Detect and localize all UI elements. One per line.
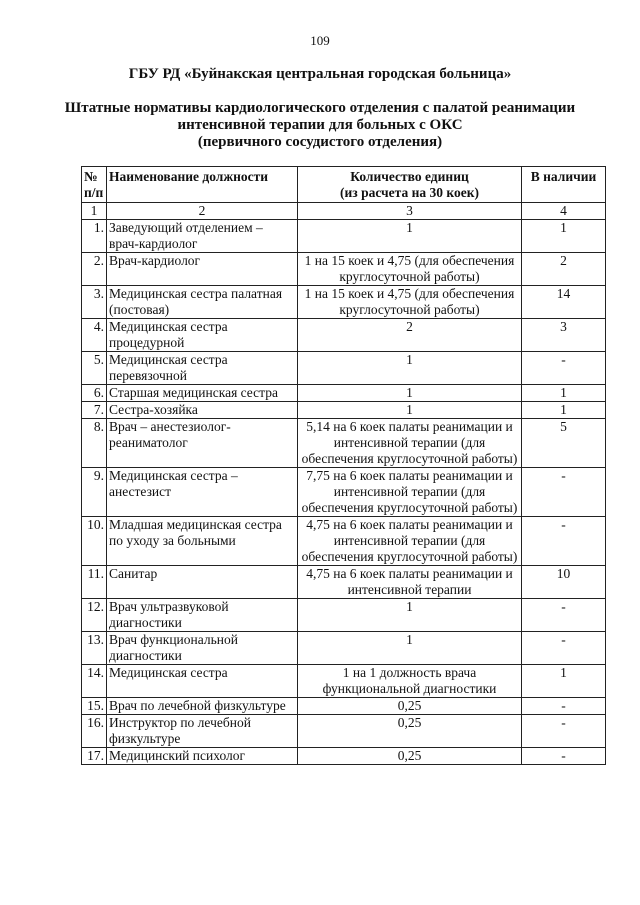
row-quantity: 4,75 на 6 коек палаты реанимации и интенсивной терапии (для обеспечения круглосуточной работы): [298, 517, 522, 566]
table-row: [82, 253, 606, 286]
organization-title: ГБУ РД «Буйнакская центральная городская больница»: [128, 66, 512, 82]
row-number: 16.: [82, 715, 107, 748]
row-quantity: 1: [298, 385, 522, 402]
column-index: 1: [82, 203, 107, 220]
column-index-row: [82, 203, 606, 220]
row-available: 5: [522, 419, 606, 468]
row-available: -: [522, 352, 606, 385]
table-row: [82, 385, 606, 402]
row-position-name: Старшая медицинская сестра: [107, 385, 298, 402]
table-row: [82, 566, 606, 599]
table-row: [82, 665, 606, 698]
header-available: В наличии: [522, 167, 606, 203]
staffing-table: [81, 166, 606, 765]
row-quantity: 5,14 на 6 коек палаты реанимации и интенсивной терапии (для обеспечения круглосуточной работы): [298, 419, 522, 468]
header-quantity: Количество единиц (из расчета на 30 коек): [298, 167, 522, 203]
table-row: [82, 402, 606, 419]
table-header-row: [82, 167, 606, 203]
row-available: 2: [522, 253, 606, 286]
table-row: [82, 286, 606, 319]
table-row: [82, 319, 606, 352]
document-title-line: (первичного сосудистого отделения): [197, 134, 443, 150]
column-index: 4: [522, 203, 606, 220]
row-position-name: Санитар: [107, 566, 298, 599]
row-available: -: [522, 517, 606, 566]
row-quantity: 2: [298, 319, 522, 352]
row-available: 1: [522, 402, 606, 419]
row-number: 12.: [82, 599, 107, 632]
row-position-name: Сестра-хозяйка: [107, 402, 298, 419]
row-available: 1: [522, 665, 606, 698]
row-quantity: 1: [298, 352, 522, 385]
table-row: [82, 352, 606, 385]
row-position-name: Медицинская сестра перевязочной: [107, 352, 298, 385]
row-position-name: Заведующий отделением – врач-кардиолог: [107, 220, 298, 253]
row-available: 1: [522, 220, 606, 253]
row-available: 10: [522, 566, 606, 599]
row-available: 1: [522, 385, 606, 402]
document-title-line: интенсивной терапии для больных с ОКС: [177, 117, 463, 133]
row-number: 11.: [82, 566, 107, 599]
row-quantity: 1: [298, 599, 522, 632]
table-row: [82, 599, 606, 632]
row-position-name: Врач – анестезиолог-реаниматолог: [107, 419, 298, 468]
row-number: 7.: [82, 402, 107, 419]
row-number: 5.: [82, 352, 107, 385]
row-position-name: Врач функциональной диагностики: [107, 632, 298, 665]
row-number: 2.: [82, 253, 107, 286]
row-quantity: 0,25: [298, 698, 522, 715]
row-quantity: 1 на 15 коек и 4,75 (для обеспечения круглосуточной работы): [298, 286, 522, 319]
row-quantity: 1: [298, 632, 522, 665]
row-number: 4.: [82, 319, 107, 352]
row-available: -: [522, 632, 606, 665]
row-available: -: [522, 715, 606, 748]
row-quantity: 1 на 1 должность врача функциональной диагностики: [298, 665, 522, 698]
row-position-name: Младшая медицинская сестра по уходу за больными: [107, 517, 298, 566]
table-row: [82, 715, 606, 748]
header-position: Наименование должности: [107, 167, 298, 203]
row-number: 17.: [82, 748, 107, 765]
table-row: [82, 632, 606, 665]
row-quantity: 1: [298, 402, 522, 419]
row-quantity: 1: [298, 220, 522, 253]
row-position-name: Медицинская сестра: [107, 665, 298, 698]
row-quantity: 7,75 на 6 коек палаты реанимации и интенсивной терапии (для обеспечения круглосуточной работы): [298, 468, 522, 517]
row-number: 10.: [82, 517, 107, 566]
row-number: 14.: [82, 665, 107, 698]
row-quantity: 0,25: [298, 715, 522, 748]
row-number: 15.: [82, 698, 107, 715]
table-row: [82, 517, 606, 566]
table-row: [82, 468, 606, 517]
row-number: 1.: [82, 220, 107, 253]
row-available: 14: [522, 286, 606, 319]
row-available: -: [522, 599, 606, 632]
table-row: [82, 220, 606, 253]
row-number: 6.: [82, 385, 107, 402]
row-quantity: 4,75 на 6 коек палаты реанимации и интенсивной терапии: [298, 566, 522, 599]
row-position-name: Медицинская сестра процедурной: [107, 319, 298, 352]
row-available: -: [522, 748, 606, 765]
row-quantity: 1 на 15 коек и 4,75 (для обеспечения круглосуточной работы): [298, 253, 522, 286]
row-number: 8.: [82, 419, 107, 468]
row-position-name: Медицинская сестра – анестезист: [107, 468, 298, 517]
row-available: -: [522, 698, 606, 715]
row-position-name: Медицинская сестра палатная (постовая): [107, 286, 298, 319]
document-title-line: Штатные нормативы кардиологического отделения с палатой реанимации: [64, 100, 576, 116]
row-number: 3.: [82, 286, 107, 319]
row-position-name: Инструктор по лечебной физкультуре: [107, 715, 298, 748]
row-position-name: Врач ультразвуковой диагностики: [107, 599, 298, 632]
row-position-name: Врач по лечебной физкультуре: [107, 698, 298, 715]
row-available: 3: [522, 319, 606, 352]
page-number: 109: [310, 33, 330, 48]
document-title: [0, 100, 640, 151]
header-number: № п/п: [82, 167, 107, 203]
row-available: -: [522, 468, 606, 517]
row-number: 13.: [82, 632, 107, 665]
column-index: 3: [298, 203, 522, 220]
table-row: [82, 748, 606, 765]
row-quantity: 0,25: [298, 748, 522, 765]
row-position-name: Врач-кардиолог: [107, 253, 298, 286]
row-position-name: Медицинский психолог: [107, 748, 298, 765]
table-row: [82, 419, 606, 468]
table-row: [82, 698, 606, 715]
column-index: 2: [107, 203, 298, 220]
row-number: 9.: [82, 468, 107, 517]
